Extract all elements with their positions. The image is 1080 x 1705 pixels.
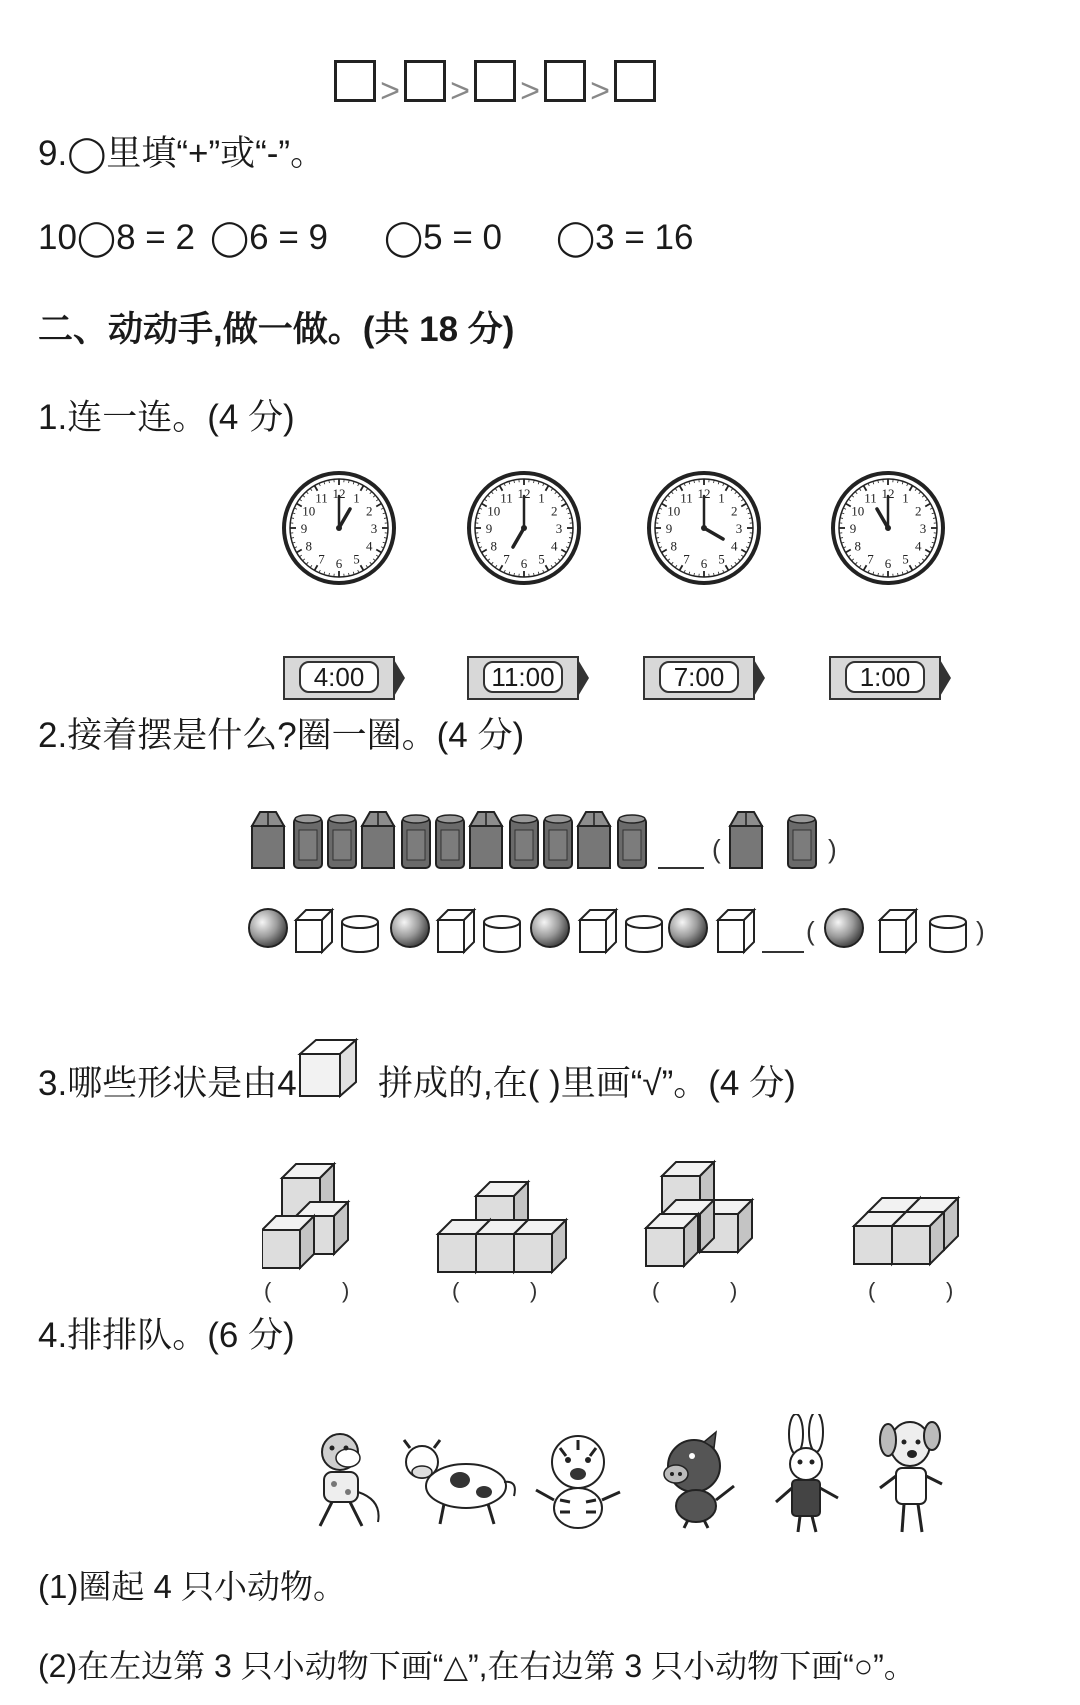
clock-number: 12 [332,486,346,501]
clock-number: 8 [670,538,677,554]
clock-number: 4 [915,538,922,554]
soda-can-icon [788,815,816,868]
time-label: 1:00 [845,661,925,693]
open-paren: ( [652,1278,660,1303]
soda-can-icon [510,815,538,868]
close-paren: ) [530,1278,538,1303]
equation-1: 10◯8 = 2 [38,218,195,257]
section-title: 二、动动手,做一做。(共 18 分) [38,310,515,349]
cube-structure-4 [854,1198,958,1264]
clock-number: 8 [854,538,861,554]
equation-4: ◯3 = 16 [556,218,694,257]
cube-structures [262,1152,1022,1282]
clock-number: 1 [718,490,725,506]
open-paren: ( [806,916,815,946]
clock-number: 2 [366,503,373,519]
answer-box-4[interactable] [544,60,586,102]
time-label: 4:00 [299,661,379,693]
soda-can-icon [328,815,356,868]
time-card[interactable] [467,656,589,702]
clock-number: 12 [881,486,895,501]
clock-number: 11 [680,490,693,506]
clock-number: 7 [867,551,874,567]
open-paren: ( [712,834,721,864]
close-paren: ) [342,1278,350,1303]
dog-icon [872,1414,948,1538]
cube-structure-1 [262,1164,348,1268]
open-paren: ( [264,1278,272,1303]
clock-icon [646,470,762,586]
soda-can-icon [402,815,430,868]
greater-than-sign: > [380,72,400,110]
clock-number: 3 [919,521,927,536]
clock-number: 1 [353,490,360,506]
time-label: 11:00 [483,661,563,693]
cube-icon [296,910,332,952]
greater-than-sign: > [450,72,470,110]
clock-number: 2 [731,503,738,519]
cylinder-icon [342,916,378,952]
milk-carton-icon [578,812,610,868]
open-paren: ( [868,1278,876,1303]
clock-number: 9 [849,521,857,536]
clock-number: 2 [551,503,558,519]
q3-prompt-after: 拼成的,在( )里画“√”。(4 分) [378,1064,796,1103]
cube-structure-2 [438,1182,566,1272]
sphere-icon [669,909,707,947]
comparison-sequence [334,60,656,111]
answer-box-3[interactable] [474,60,516,102]
clock-number: 8 [490,538,497,554]
q3-prompt [38,1066,297,1101]
answer-box-5[interactable] [614,60,656,102]
clock-number: 1 [902,490,909,506]
sphere-icon [825,909,863,947]
cube-icon [580,910,616,952]
clock-number: 9 [485,521,493,536]
milk-carton-icon [470,812,502,868]
close-paren: ) [976,916,985,946]
soda-can-icon [436,815,464,868]
clock-number: 5 [902,551,909,567]
clock-number: 4 [551,538,558,554]
cylinder-icon [930,916,966,952]
soda-can-icon [544,815,572,868]
clock-number: 10 [302,503,316,519]
clock-number: 11 [864,490,877,506]
q4-prompt: 4.排排队。(6 分) [38,1316,295,1355]
clock-number: 8 [305,538,312,554]
time-card[interactable] [829,656,951,702]
q4-sub1: (1)圈起 4 只小动物。 [38,1568,347,1605]
q4-sub2: (2)在左边第 3 只小动物下画“△”,在右边第 3 只小动物下画“○”。 [38,1648,916,1684]
clock-number: 4 [731,538,738,554]
clock-number: 6 [884,556,892,571]
time-label: 7:00 [659,661,739,693]
clock-number: 7 [318,551,325,567]
cube-icon [438,910,474,952]
clock-number: 1 [538,490,545,506]
clock-number: 6 [520,556,528,571]
clock-number: 5 [538,551,545,567]
close-paren: ) [828,834,837,864]
cube-structure-3 [646,1162,752,1266]
clock-number: 3 [370,521,378,536]
time-card[interactable] [643,656,765,702]
monkey-icon [302,1430,392,1536]
q3-prompt-before: 3.哪些形状是由4 [38,1064,297,1103]
time-card[interactable] [283,656,405,702]
clock-number: 9 [665,521,673,536]
clock-number: 12 [697,486,711,501]
cube-icon [718,910,754,952]
milk-carton-icon [730,812,762,868]
clock-number: 11 [500,490,513,506]
soda-can-icon [618,815,646,868]
clock-number: 10 [487,503,501,519]
sphere-icon [249,909,287,947]
clock-number: 10 [667,503,681,519]
close-paren: ) [946,1278,954,1303]
rabbit-icon [766,1414,850,1536]
clock-icon [830,470,946,586]
close-paren: ) [730,1278,738,1303]
clock-number: 3 [735,521,743,536]
clock-number: 7 [503,551,510,567]
pattern-row-2 [248,904,1078,956]
cow-icon [400,1430,520,1530]
greater-than-sign: > [590,72,610,110]
cylinder-icon [626,916,662,952]
open-paren: ( [452,1278,460,1303]
clock-number: 11 [315,490,328,506]
pig-icon [650,1430,740,1530]
answer-box-1[interactable] [334,60,376,102]
pattern-row-1 [250,808,1080,874]
clock-number: 5 [718,551,725,567]
q2-prompt: 2.接着摆是什么?圈一圈。(4 分) [38,716,525,755]
unit-cube-icon [296,1036,360,1100]
answer-box-2[interactable] [404,60,446,102]
clock-number: 9 [300,521,308,536]
clock-number: 6 [700,556,708,571]
cylinder-icon [484,916,520,952]
clock-icon [281,470,397,586]
clock-number: 10 [851,503,865,519]
clock-number: 4 [366,538,373,554]
tiger-icon [530,1430,626,1536]
clock-number: 5 [353,551,360,567]
clock-icon [466,470,582,586]
milk-carton-icon [252,812,284,868]
clock-number: 6 [335,556,343,571]
soda-can-icon [294,815,322,868]
q1-prompt: 1.连一连。(4 分) [38,398,295,437]
milk-carton-icon [362,812,394,868]
equation-3: ◯5 = 0 [384,218,502,257]
greater-than-sign: > [520,72,540,110]
sphere-icon [391,909,429,947]
cube-icon [880,910,916,952]
q9-prompt: 9.◯里填“+”或“-”。 [38,134,326,173]
equation-2: ◯6 = 9 [210,218,328,257]
clock-number: 3 [555,521,563,536]
clock-number: 12 [517,486,531,501]
clock-number: 2 [915,503,922,519]
clock-number: 7 [683,551,690,567]
sphere-icon [531,909,569,947]
